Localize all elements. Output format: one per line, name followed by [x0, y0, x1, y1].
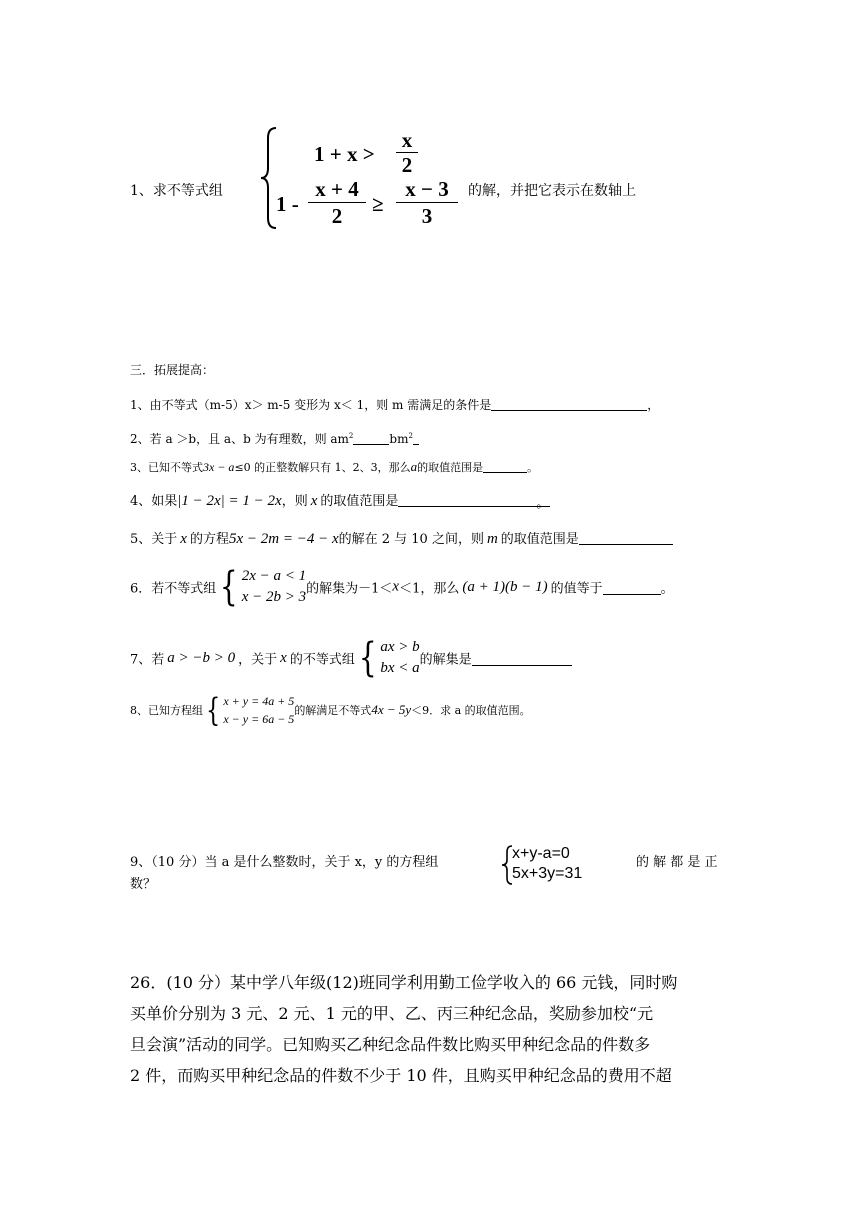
item-7-blank[interactable]	[472, 651, 572, 666]
item-5-mid2: 的解在 2 与 10 之间，则	[338, 532, 484, 547]
item-4-end: 。	[536, 496, 550, 511]
item-5-var1: x	[180, 531, 187, 547]
q1-line2-frac1	[308, 176, 366, 229]
item-2-blank-2[interactable]	[413, 430, 419, 445]
item-7-system	[355, 637, 420, 679]
item-6-post: 的值等于	[550, 581, 603, 597]
item-6-expr: (a + 1)(b − 1)	[462, 578, 548, 595]
item-6-line2: x − 2b > 3	[241, 589, 307, 605]
item-2-sup2: 2	[408, 432, 413, 440]
item-3-mid: ≤0 的正整数解只有 1、2、3，那么	[234, 461, 411, 474]
item-4-blank[interactable]	[398, 492, 536, 507]
item-7	[130, 637, 572, 679]
q1-prefix: 1、求不等式组	[130, 183, 223, 199]
q1-line1-frac-num: x	[396, 128, 418, 153]
item-6-line1: 2x − a < 1	[241, 568, 307, 584]
q1-line2-frac2	[396, 176, 458, 229]
item-8-brace: {	[206, 691, 221, 729]
item-2-text: 2、若 a ＞b，且 a、b 为有理数，则 am	[130, 432, 349, 446]
item-8-pre: 8、已知方程组	[130, 704, 203, 717]
item-7-var: x	[280, 649, 287, 666]
item-6	[130, 566, 674, 608]
item-7-line2: bx < a	[380, 660, 420, 676]
item-1	[130, 396, 659, 413]
item-9-line2: 5x+3y=31	[512, 865, 583, 882]
item-8-line2: x − y = 6a − 5	[223, 712, 295, 726]
q1-line1-frac	[396, 128, 418, 177]
q26-line-2: 买单价分别为 3 元、2 元、1 元的甲、乙、丙三种纪念品，奖励参加校“元	[130, 1004, 654, 1023]
item-5-post: 的取值范围是	[500, 532, 579, 547]
item-6-pre: 6．若不等式组	[130, 581, 217, 597]
q1-line2-prefix: 1 -	[276, 192, 299, 216]
item-9-line1: x+y-a=0	[512, 845, 570, 862]
item-7-cond: a > −b > 0	[167, 649, 236, 666]
item-5-mid1: 的方程	[189, 532, 229, 547]
item-3-blank[interactable]	[483, 461, 527, 473]
item-7-mid: ，关于	[238, 652, 278, 668]
item-3-var: a	[410, 459, 418, 474]
item-6-var: x	[392, 578, 400, 595]
item-5-var2: m	[486, 531, 498, 547]
item-8-expr: 4x − 5y	[371, 702, 412, 717]
q1-line2-frac2-den: 3	[421, 204, 433, 228]
item-5-blank[interactable]	[579, 530, 673, 545]
q26-paragraph	[130, 967, 677, 1091]
item-9-pre: 9、（10 分）当 a 是什么整数时，关于 x，y 的方程组	[130, 855, 439, 870]
item-7-pre: 7、若	[130, 652, 165, 668]
item-1-text: 1、由不等式（m-5）x＞ m-5 变形为 x＜ 1，则 m 需满足的条件是	[130, 398, 492, 412]
q1-line1-frac-den: 2	[401, 153, 413, 177]
section-title: 三．拓展提高：	[130, 363, 215, 377]
item-2-mid: bm	[389, 432, 409, 446]
q1-line2-op: ≥	[372, 192, 384, 216]
item-2-sup1: 2	[348, 432, 354, 440]
item-5-pre: 5、关于	[130, 532, 178, 547]
item-6-brace: {	[220, 564, 238, 610]
item-5	[130, 528, 673, 548]
q1-line2-frac2-num: x − 3	[396, 176, 458, 203]
item-7-post: 的解集是	[419, 652, 472, 668]
item-4-var: x	[310, 493, 318, 509]
item-8-line1: x + y = 4a + 5	[223, 694, 295, 708]
item-3-expr: 3x − a	[203, 460, 235, 474]
item-8-mid: 的解满足不等式	[294, 704, 372, 717]
item-2	[130, 430, 419, 447]
item-1-tail: ，	[647, 398, 660, 412]
q26-line-4: 2 件，而购买甲种纪念品的件数不少于 10 件，且购买甲种纪念品的费用不超	[130, 1066, 672, 1085]
item-6-end: 。	[660, 581, 674, 597]
item-5-expr: 5x − 2m = −4 − x	[228, 531, 339, 547]
item-4-pre: 4、如果	[130, 494, 178, 509]
item-8-system	[203, 692, 294, 728]
q1-line2-frac1-den: 2	[331, 204, 343, 228]
item-4	[130, 490, 550, 510]
item-9-system	[512, 844, 582, 884]
item-7-line1: ax > b	[380, 639, 420, 655]
item-7-mid2: 的不等式组	[289, 652, 355, 668]
q1-line1: 1 + x >	[314, 142, 375, 166]
item-8	[130, 692, 531, 728]
item-3	[130, 459, 538, 475]
item-6-blank[interactable]	[603, 580, 661, 595]
item-3-end: 。	[527, 461, 539, 474]
item-8-post: ＜9．求 a 的取值范围。	[411, 704, 531, 717]
item-6-system	[216, 566, 306, 608]
q26-line-1: 26．(10 分）某中学八年级(12)班同学利用勤工俭学收入的 66 元钱，同时购	[130, 973, 678, 992]
item-6-mid2: ＜1，那么	[399, 581, 460, 597]
q26-line-3: 旦会演”活动的同学。已知购买乙种纪念品件数比购买甲种纪念品的件数多	[130, 1035, 651, 1054]
item-3-pre: 3、已知不等式	[130, 461, 203, 474]
item-9-line2-text: 数？	[130, 877, 157, 892]
item-4-expr: |1 − 2x| = 1 − 2x	[177, 493, 282, 509]
item-7-brace: {	[358, 635, 377, 681]
item-2-blank[interactable]	[353, 430, 389, 445]
item-6-mid: 的解集为－1＜	[306, 581, 393, 597]
item-4-post: 的取值范围是	[320, 494, 399, 509]
item-3-post: 的取值范围是	[417, 461, 484, 474]
q1-line2-frac1-num: x + 4	[308, 176, 366, 203]
q1-suffix: 的解，并把它表示在数轴上	[468, 183, 636, 199]
item-9-post: 的 解 都 是 正	[636, 855, 718, 870]
item-1-blank[interactable]	[491, 396, 647, 411]
item-4-end-wrap	[536, 492, 550, 511]
item-4-mid: ，则	[281, 494, 308, 509]
